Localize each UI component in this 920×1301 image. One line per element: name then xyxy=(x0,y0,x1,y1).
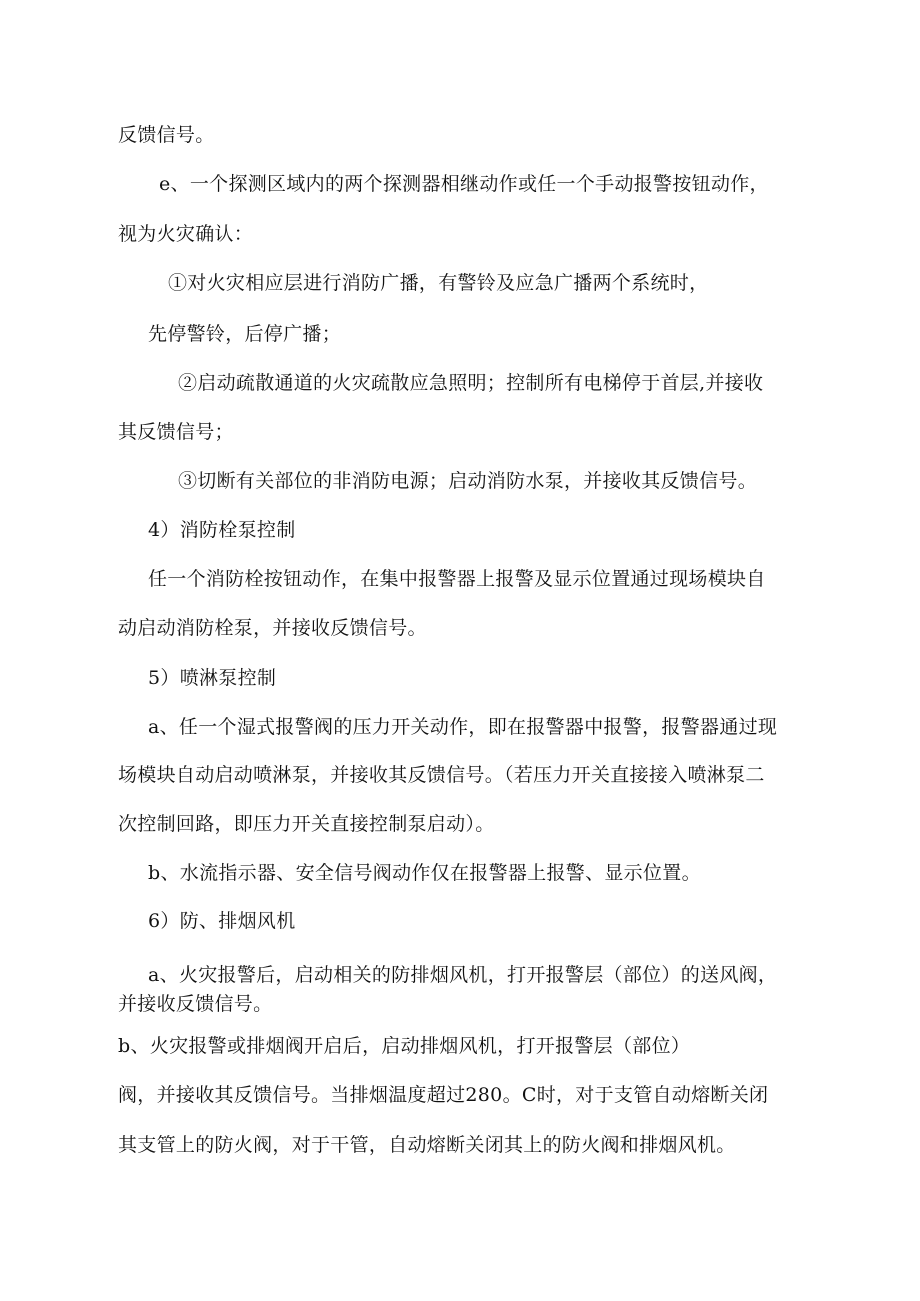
text-line-19: 并接收反馈信号。 xyxy=(118,993,273,1015)
text-line-20: b、火灾报警或排烟阀开启后，启动排烟风机，打开报警层（部位） xyxy=(118,1035,691,1057)
text-line-4: ①对火灾相应层进行消防广播，有警铃及应急广播两个系统时， xyxy=(168,272,709,294)
text-line-15: 次控制回路，即压力开关直接控制泵启动）。 xyxy=(118,813,495,835)
text-line-7: 其反馈信号； xyxy=(118,421,234,443)
text-line-10: 任一个消防栓按钮动作，在集中报警器上报警及显示位置通过现场模块自 xyxy=(148,568,766,590)
text-line-13: a、任一个湿式报警阀的压力开关动作，即在报警器中报警，报警器通过现 xyxy=(148,716,778,738)
text-line-11: 动启动消防栓泵，并接收反馈信号。 xyxy=(118,617,427,639)
text-line-8: ③切断有关部位的非消防电源；启动消防水泵，并接收其反馈信号。 xyxy=(178,470,758,492)
text-line-22: 其支管上的防火阀，对于干管，自动熔断关闭其上的防火阀和排烟风机。 xyxy=(118,1134,736,1156)
text-line-2: e、一个探测区域内的两个探测器相继动作或任一个手动报警按钮动作， xyxy=(159,173,769,195)
text-line-21: 阀，并接收其反馈信号。当排烟温度超过280。C时，对于支管自动熔断关闭 xyxy=(118,1084,769,1106)
text-line-17: 6）防、排烟风机 xyxy=(148,910,296,932)
text-line-18: a、火灾报警后，启动相关的防排烟风机，打开报警层（部位）的送风阀， xyxy=(148,964,778,986)
text-line-16: b、水流指示器、安全信号阀动作仅在报警器上报警、显示位置。 xyxy=(148,862,701,884)
text-line-3: 视为火灾确认： xyxy=(118,223,254,245)
text-line-6: ②启动疏散通道的火灾疏散应急照明；控制所有电梯停于首层,并接收 xyxy=(178,372,764,394)
text-line-14: 场模块自动启动喷淋泵，并接收其反馈信号。（若压力开关直接接入喷淋泵二 xyxy=(118,764,765,786)
text-line-1: 反馈信号。 xyxy=(118,124,215,146)
text-line-12: 5）喷淋泵控制 xyxy=(148,667,277,689)
text-line-9: 4）消防栓泵控制 xyxy=(148,519,296,541)
text-line-5: 先停警铃，后停广播； xyxy=(148,323,342,345)
